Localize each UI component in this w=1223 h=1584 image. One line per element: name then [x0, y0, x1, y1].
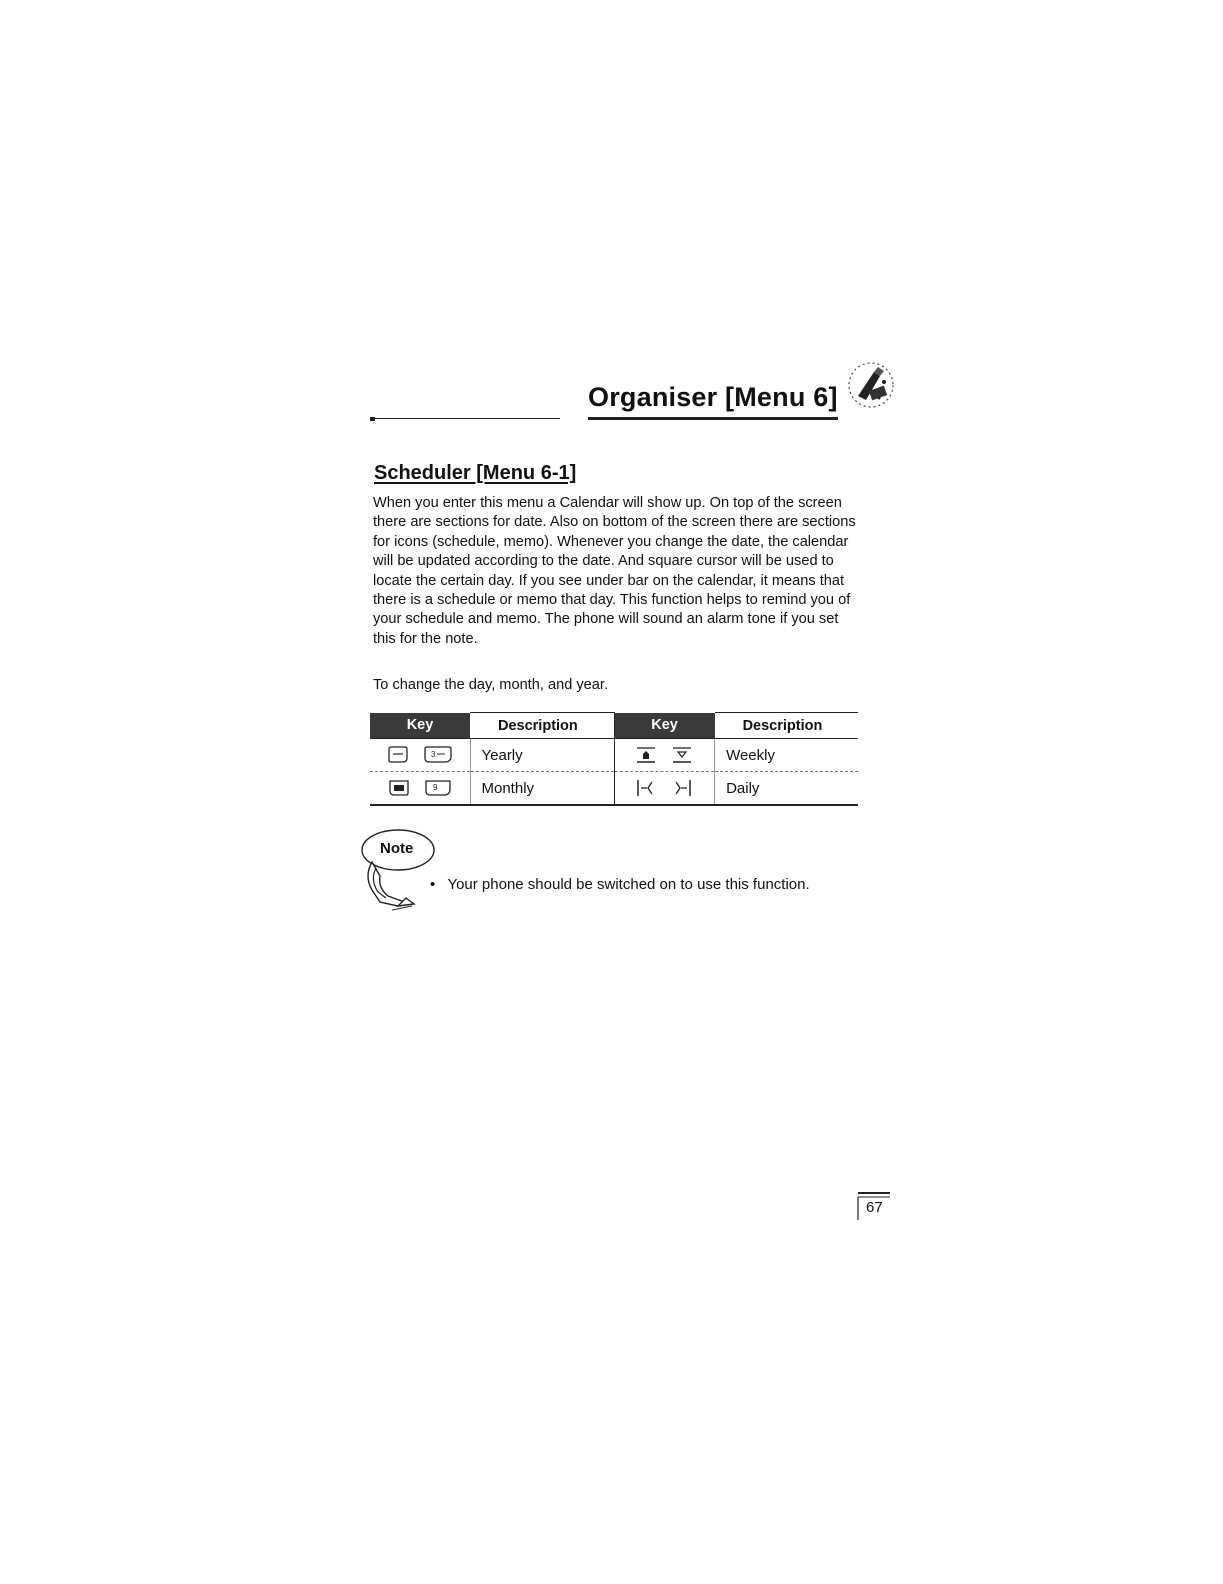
table-header-description: Description	[715, 713, 858, 739]
1-key-icon	[387, 746, 409, 764]
organiser-icon	[844, 358, 898, 412]
table-row	[370, 772, 858, 806]
svg-text:3: 3	[430, 750, 436, 760]
section-body: When you enter this menu a Calendar will show up. On top of the screen there are sections for date. Also on bottom of the screen there are sections for icons (schedule, memo). Whenever you change the date, the calendar will be updated according to the date. And square cursor will be used to locate the certain day. If you see under bar on the calendar, it means that there is a schedule or memo that day. This function helps to remind you of your schedule and memo. The phone will sound an alarm tone if you set this for the note.	[373, 495, 856, 647]
note-label: Note	[380, 840, 414, 857]
7-key-icon	[388, 779, 410, 797]
note-item-text: Your phone should be switched on to use this function.	[447, 876, 810, 893]
description-cell: Monthly	[470, 772, 614, 806]
note-item	[430, 876, 810, 893]
left-key-icon	[635, 778, 657, 798]
table-header-key: Key	[370, 713, 470, 739]
table-header-description: Description	[470, 713, 614, 739]
chapter-title: Organiser [Menu 6]	[588, 382, 838, 412]
up-key-icon	[635, 745, 657, 765]
down-key-icon	[671, 745, 693, 765]
table-header-key: Key	[614, 713, 715, 739]
header-rule-left	[370, 418, 560, 419]
key-cell	[614, 739, 715, 772]
key-cell	[370, 772, 470, 806]
key-cell	[370, 739, 470, 772]
svg-text:9: 9	[432, 783, 438, 793]
9-key-icon	[424, 779, 452, 797]
key-cell	[614, 772, 715, 806]
table-header-row	[370, 713, 858, 739]
table-row	[370, 739, 858, 772]
bullet: •	[430, 876, 436, 893]
description-cell: Daily	[715, 772, 858, 806]
page-number: 67	[866, 1199, 883, 1216]
description-cell: Yearly	[470, 739, 614, 772]
description-cell: Weekly	[715, 739, 858, 772]
table-intro: To change the day, month, and year.	[373, 677, 609, 693]
section-title: Scheduler [Menu 6-1]	[374, 462, 577, 484]
3-key-icon	[423, 746, 453, 764]
key-table	[370, 712, 858, 806]
header-rule-underline	[588, 417, 838, 420]
right-key-icon	[671, 778, 693, 798]
